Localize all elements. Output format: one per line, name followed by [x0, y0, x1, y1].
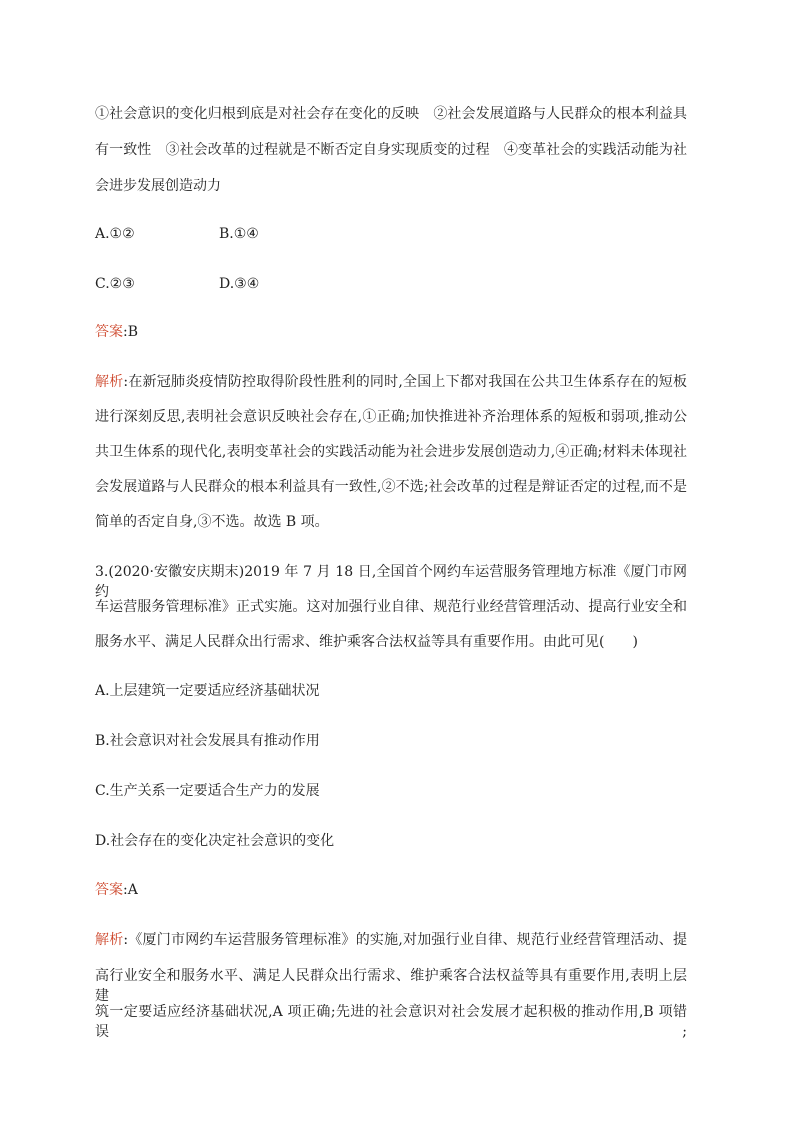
q2-analysis-line: 共卫生体系的现代化,表明变革社会的实践活动能为社会进步发展创造动力,④正确;材料未体现社 — [95, 444, 687, 460]
analysis-label: 解析 — [95, 374, 124, 390]
analysis-text: :在新冠肺炎疫情防控取得阶段性胜利的同时,全国上下都对我国在公共卫生体系存在的短板 — [123, 374, 687, 390]
q3-option-c: C.生产关系一定要适合生产力的发展 — [95, 783, 320, 799]
q2-option-d: D.③④ — [219, 276, 260, 292]
q3-analysis-line — [95, 930, 687, 950]
q2-statement-line: 会进步发展创造动力 — [95, 178, 221, 194]
answer-label: 答案 — [95, 882, 123, 898]
analysis-label: 解析 — [95, 932, 124, 948]
q3-option-b: B.社会意识对社会发展具有推动作用 — [95, 733, 320, 749]
q2-option-row — [95, 224, 259, 244]
q3-option-d: D.社会存在的变化决定社会意识的变化 — [95, 833, 335, 849]
q2-statement-line: 有一致性 ③社会改革的过程就是不断否定自身实现质变的过程 ④变革社会的实践活动能为社 — [95, 142, 687, 158]
q2-answer — [95, 322, 138, 342]
q2-analysis-line: 简单的否定自身,③不选。故选 B 项。 — [95, 514, 329, 530]
q3-analysis-line: 高行业安全和服务水平、满足人民群众出行需求、维护乘客合法权益等具有重要作用,表明上层建 — [95, 968, 687, 1004]
q2-analysis-line — [95, 372, 687, 392]
q2-option-c: C.②③ — [95, 276, 135, 292]
q3-analysis-line: 筑一定要适应经济基础状况,A 项正确;先进的社会意识对社会发展才起积极的推动作用,B 项错误; — [95, 1004, 687, 1040]
answer-value: :B — [123, 324, 139, 340]
q2-option-a: A.①② — [95, 226, 135, 242]
q2-option-b: B.①④ — [219, 226, 259, 242]
q3-stem-line: 服务水平、满足人民群众出行需求、维护乘客合法权益等具有重要作用。由此可见( ) — [95, 634, 638, 650]
q3-option-a: A.上层建筑一定要适应经济基础状况 — [95, 683, 320, 699]
q3-stem-line: 3.(2020·安徽安庆期末)2019 年 7 月 18 日,全国首个网约车运营服务管理地方标准《厦门市网约 — [95, 564, 687, 600]
q2-analysis-line: 进行深刻反思,表明社会意识反映社会存在,①正确;加快推进补齐治理体系的短板和弱项,推动公 — [95, 409, 687, 425]
q2-statement-line: ①社会意识的变化归根到底是对社会存在变化的反映 ②社会发展道路与人民群众的根本利益具 — [95, 106, 687, 122]
q2-analysis-line: 会发展道路与人民群众的根本利益具有一致性,②不选;社会改革的过程是辩证否定的过程,而不是 — [95, 479, 687, 495]
q3-stem-line: 车运营服务管理标准》正式实施。这对加强行业自律、规范行业经营管理活动、提高行业安全和 — [95, 599, 687, 615]
q2-option-row — [95, 274, 260, 294]
q3-answer — [95, 880, 138, 900]
answer-value: :A — [123, 882, 138, 898]
analysis-text: :《厦门市网约车运营服务管理标准》的实施,对加强行业自律、规范行业经营管理活动、提 — [123, 932, 687, 948]
answer-label: 答案 — [95, 324, 123, 340]
